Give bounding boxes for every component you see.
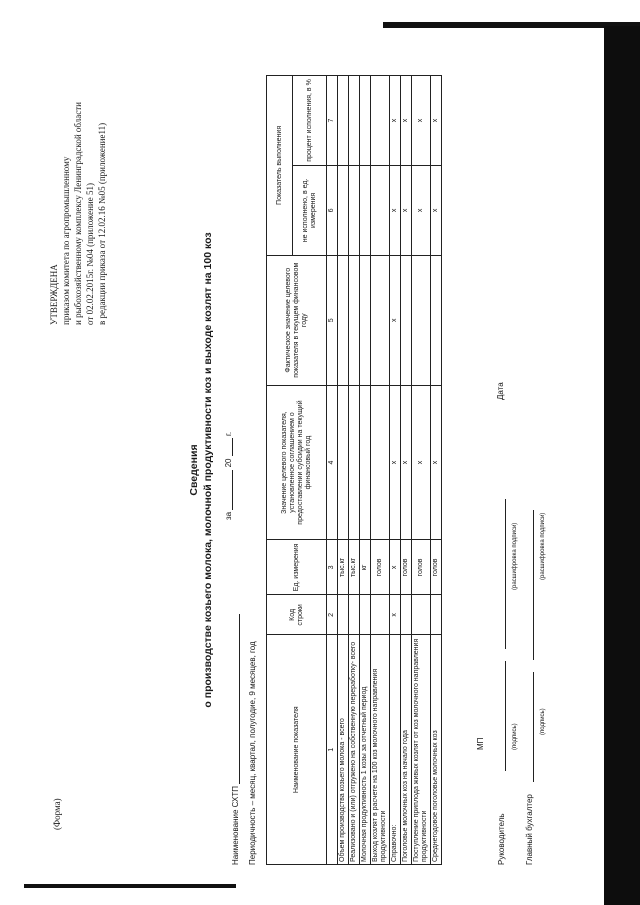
header-unit: Ед. измерения	[267, 540, 327, 595]
col-number: 1	[327, 635, 338, 865]
row-actual[interactable]	[349, 255, 360, 385]
row-unit: тыс.кг	[349, 540, 360, 595]
table-row	[349, 76, 360, 865]
row-perf-percent[interactable]	[371, 76, 390, 166]
row-perf-units: х	[390, 165, 401, 255]
row-actual[interactable]	[412, 255, 431, 385]
row-target: х	[401, 385, 412, 540]
accountant-decode-line[interactable]	[524, 510, 534, 660]
header-code: Код строки	[267, 595, 327, 635]
row-code[interactable]	[371, 595, 390, 635]
row-target[interactable]	[338, 385, 349, 540]
row-actual[interactable]	[431, 255, 442, 385]
row-perf-units[interactable]	[338, 165, 349, 255]
accountant-sign-line[interactable]	[524, 672, 534, 782]
row-code[interactable]	[401, 595, 412, 635]
accountant-decode-caption: (расшифровка подписи)	[540, 512, 546, 580]
row-unit: голов	[412, 540, 431, 595]
row-name: Поступление приплода живых козлят от коз молочного направления продуктивности	[412, 635, 431, 865]
row-perf-percent: х	[390, 76, 401, 166]
accountant-signature-row	[524, 510, 534, 865]
row-actual: х	[390, 255, 401, 385]
row-code: х	[390, 595, 401, 635]
header-perf-units: не исполнено, в ед. измерения	[293, 165, 327, 255]
row-unit: голов	[371, 540, 390, 595]
year-blank[interactable]	[223, 438, 233, 456]
header-target: Значение целевого показателя, установленное соглашением о предоставлении субсидии на текущий финансовый год	[267, 385, 327, 540]
row-perf-percent[interactable]	[338, 76, 349, 166]
col-number: 3	[327, 540, 338, 595]
row-target: х	[412, 385, 431, 540]
row-name: Справочно:	[390, 635, 401, 865]
table-row	[431, 76, 442, 865]
row-code[interactable]	[338, 595, 349, 635]
row-unit: голов	[401, 540, 412, 595]
col-number: 6	[327, 165, 338, 255]
row-perf-units: х	[401, 165, 412, 255]
row-perf-units: х	[431, 165, 442, 255]
organization-label: Наименование СХТП	[231, 786, 240, 865]
row-code[interactable]	[431, 595, 442, 635]
table-row	[338, 76, 349, 865]
accountant-sign-caption: (подпись)	[540, 708, 546, 735]
period-blank[interactable]	[223, 470, 233, 510]
rotated-sheet	[40, 40, 580, 900]
header-name: Наименование показателя	[267, 635, 327, 865]
head-signature-row	[496, 499, 506, 865]
approval-block	[48, 102, 108, 325]
row-perf-percent: х	[401, 76, 412, 166]
head-sign-caption: (подпись)	[512, 723, 518, 750]
stamp-place-label: МП	[476, 737, 485, 750]
row-target: х	[390, 385, 401, 540]
row-code[interactable]	[349, 595, 360, 635]
header-performance: Показатель выполнения	[267, 76, 293, 256]
row-name: Среднегодовое поголовье молочных коз	[431, 635, 442, 865]
approval-line: УТВЕРЖДЕНА	[49, 264, 59, 325]
table-row	[390, 76, 401, 865]
report-period	[223, 432, 233, 520]
row-target[interactable]	[349, 385, 360, 540]
col-number: 4	[327, 385, 338, 540]
organization-field	[230, 614, 240, 865]
row-target: х	[431, 385, 442, 540]
row-name: Реализовано и (или) отгружено на собственную переработку- всего	[349, 635, 360, 865]
row-perf-units: х	[412, 165, 431, 255]
header-actual: Фактическое значение целевого показателя в текущем финансовом году	[267, 255, 327, 385]
row-unit: тыс.кг	[338, 540, 349, 595]
head-label: Руководитель	[497, 813, 506, 865]
period-suffix: г.	[224, 431, 233, 437]
row-perf-units[interactable]	[371, 165, 390, 255]
row-perf-percent: х	[431, 76, 442, 166]
row-name: Объем производства козьего молока - всего	[338, 635, 349, 865]
head-sign-line[interactable]	[496, 661, 506, 771]
col-number: 2	[327, 595, 338, 635]
scan-edge-right	[604, 26, 640, 905]
organization-blank[interactable]	[230, 614, 240, 784]
approval-line: и рыбохозяйственному комплексу Ленинградской области	[73, 102, 83, 325]
head-decode-caption: (расшифровка подписи)	[512, 522, 518, 590]
row-actual[interactable]	[338, 255, 349, 385]
periodicity-note: Периодичность – месяц, квартал, полугодие, 9 месяцев, год	[248, 641, 257, 865]
approval-line: приказом комитета по агропромышленному	[61, 156, 71, 325]
row-actual[interactable]	[360, 255, 371, 385]
column-numbers-row	[327, 76, 338, 865]
row-name: Выход козлят в расчете на 100 коз молочного направления продуктивности	[371, 635, 390, 865]
approval-line: от 02.02.2015г. №04 (приложение 51)	[85, 183, 95, 325]
approval-line: в редакции приказа от 12.02.16 №05 (приложение11)	[97, 122, 107, 325]
table-row	[371, 76, 390, 865]
row-code[interactable]	[412, 595, 431, 635]
period-year: 20	[224, 458, 233, 468]
table-row	[412, 76, 431, 865]
row-unit: х	[390, 540, 401, 595]
table-row	[401, 76, 412, 865]
header-perf-percent: процент исполнения, в %	[293, 76, 327, 166]
date-label: Дата	[496, 382, 505, 400]
row-unit: голов	[431, 540, 442, 595]
accountant-label: Главный бухгалтер	[525, 794, 534, 865]
row-target[interactable]	[371, 385, 390, 540]
row-actual[interactable]	[401, 255, 412, 385]
row-actual[interactable]	[371, 255, 390, 385]
head-decode-line[interactable]	[496, 499, 506, 649]
row-target[interactable]	[360, 385, 371, 540]
form-label: (Форма)	[52, 798, 62, 830]
row-perf-percent: х	[412, 76, 431, 166]
row-perf-units[interactable]	[349, 165, 360, 255]
scan-edge-top	[383, 22, 640, 28]
row-perf-percent[interactable]	[360, 76, 371, 166]
row-unit: кг	[360, 540, 371, 595]
row-perf-percent[interactable]	[349, 76, 360, 166]
indicators-table	[266, 75, 442, 865]
document-title: Сведения	[188, 444, 200, 496]
row-code[interactable]	[360, 595, 371, 635]
row-name: Поголовье молочных коз на начало года	[401, 635, 412, 865]
period-prefix: за	[224, 511, 233, 520]
col-number: 7	[327, 76, 338, 166]
row-perf-units[interactable]	[360, 165, 371, 255]
table-row	[360, 76, 371, 865]
row-name: Молочная продуктивность 1 козы за отчетный период	[360, 635, 371, 865]
document-subtitle: о производстве козьего молока, молочной продуктивности коз и выходе козлят на 100 коз	[202, 232, 214, 708]
col-number: 5	[327, 255, 338, 385]
